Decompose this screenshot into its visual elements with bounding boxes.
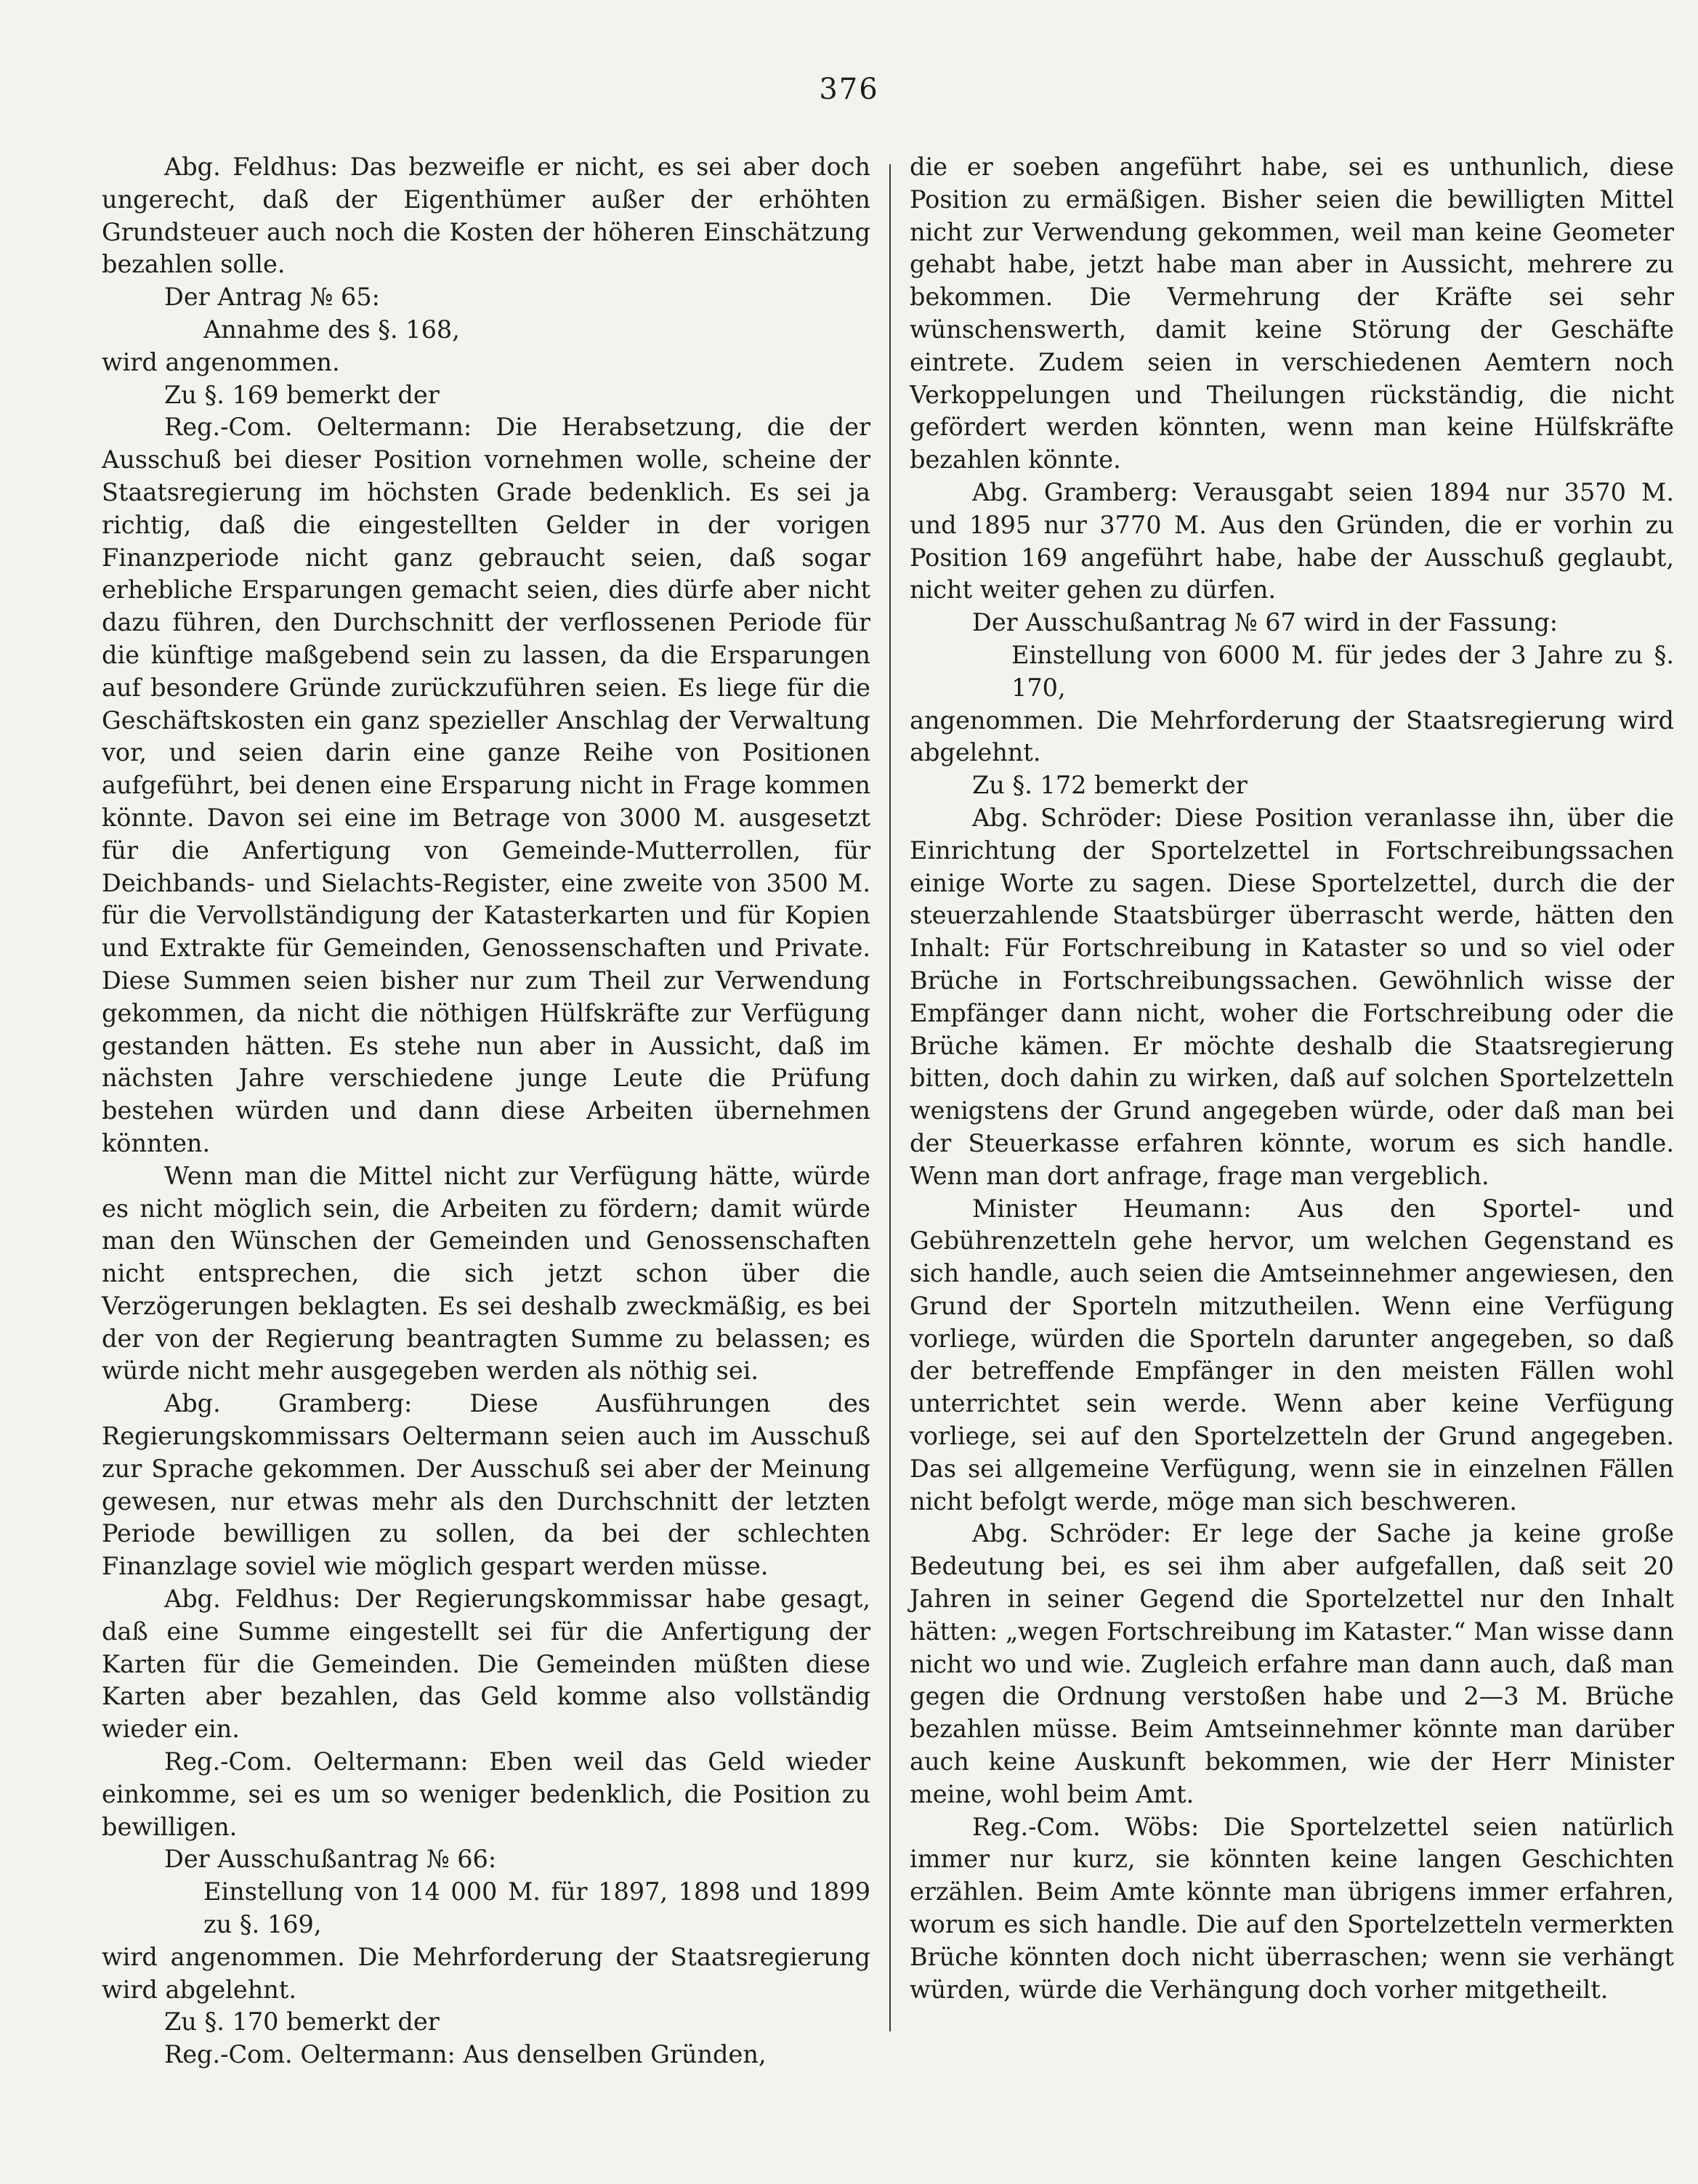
column-divider xyxy=(889,164,891,2031)
paragraph: Der Ausschußantrag № 67 wird in der Fassung: xyxy=(972,608,1558,637)
paragraph: Reg.-Com. Oeltermann: Eben weil das Geld wieder einkomme, sei es um so weniger bedenklich, die Position zu bewilligen. xyxy=(102,1747,870,1841)
paragraph: wird angenommen. Die Mehrforderung der Staatsregierung wird abgelehnt. xyxy=(102,1942,870,2004)
paragraph: Zu §. 169 bemerkt der xyxy=(164,380,440,409)
paragraph: Der Ausschußantrag № 66: xyxy=(164,1845,497,1874)
paragraph: Reg.-Com. Oeltermann: Die Herabsetzung, die der Ausschuß bei dieser Position vornehmen wolle, scheine der Staatsregierung im höchsten Grade bedenklich. Es sei ja richtig, daß die eingestellten Gelder in der vorigen Finanzperiode nicht ganz gebraucht seien, daß sogar erhebliche Ersparungen gemacht seien, dies dürfe aber nicht dazu führen, den Durchschnitt der verflossenen Periode für die künftige maßgebend sein zu lassen, da die Ersparungen auf besondere Gründe zurückzuführen seien. Es liege für die Geschäftskosten ein ganz spezieller Anschlag der Verwaltung vor, und seien darin eine ganze Reihe von Positionen aufgeführt, bei denen eine Ersparung nicht in Frage kommen könnte. Davon sei eine im Betrage von 3000 M. ausgesetzt für die Anfertigung von Gemeinde-Mutterrollen, für Deichbands- und Sielachts-Register, eine zweite von 3500 M. für die Vervollständigung der Katasterkarten und für Kopien und Extrakte für Gemeinden, Genossenschaften und Private. Diese Summen seien bisher nur zum Theil zur Verwendung gekommen, da nicht die nöthigen Hülfskräfte zur Verfügung gestanden hätten. Es stehe nun aber in Aussicht, daß im nächsten Jahre verschiedene junge Leute die Prüfung bestehen würden und dann diese Arbeiten übernehmen könnten. xyxy=(102,413,870,1157)
left-column xyxy=(102,151,870,2071)
paragraph: Abg. Schröder: Diese Position veranlasse ihn, über die Einrichtung der Sportelzettel in Fortschreibungssachen einige Worte zu sagen. Diese Sportelzettel, durch die der steuerzahlende Staatsbürger überrascht werde, hätten den Inhalt: Für Fortschreibung in Kataster so und so viel oder Brüche in Fortschreibungssachen. Gewöhnlich wisse der Empfänger dann nicht, woher die Fortschreibung oder die Brüche kämen. Er möchte deshalb die Staatsregierung bitten, doch dahin zu wirken, daß auf solchen Sportelzetteln wenigstens der Grund angegeben würde, oder daß man bei der Steuerkasse erfahren könnte, worum es sich handle. Wenn man dort anfrage, frage man vergeblich. xyxy=(910,803,1674,1190)
paragraph: Reg.-Com. Wöbs: Die Sportelzettel seien natürlich immer nur kurz, sie könnten keine langen Geschichten erzählen. Beim Amte könnte man übrigens immer erfahren, worum es sich handle. Die auf den Sportelzetteln vermerkten Brüche könnten doch nicht überraschen; wenn sie verhängt würden, würde die Verhängung doch vorher mitgetheilt. xyxy=(910,1812,1674,2004)
paragraph: Minister Heumann: Aus den Sportel- und Gebührenzetteln gehe hervor, um welchen Gegenstand es sich handle, auch seien die Amtseinnehmer angewiesen, den Grund der Sporteln mitzutheilen. Wenn eine Verfügung vorliege, würden die Sporteln darunter angegeben, so daß der betreffende Empfänger in den meisten Fällen wohl unterrichtet sein werde. Wenn aber keine Verfügung vorliege, sei auf den Sportelzetteln der Grund angegeben. Das sei allgemeine Verfügung, wenn sie in einzelnen Fällen nicht befolgt werde, möge man sich beschweren. xyxy=(910,1194,1674,1516)
paragraph: wird angenommen. xyxy=(102,347,340,376)
right-column xyxy=(910,151,1674,2006)
paragraph: Abg. Gramberg: Diese Ausführungen des Regierungskommissars Oeltermann seien auch im Ausschuß zur Sprache gekommen. Der Ausschuß sei aber der Meinung gewesen, nur etwas mehr als den Durchschnitt der letzten Periode bewilligen zu sollen, da bei der schlechten Finanzlage soviel wie möglich gespart werden müsse. xyxy=(102,1389,870,1581)
paragraph: Wenn man die Mittel nicht zur Verfügung hätte, würde es nicht möglich sein, die Arbeiten zu fördern; damit würde man den Wünschen der Gemeinden und Genossenschaften nicht entsprechen, die sich jetzt schon über die Verzögerungen beklagten. Es sei deshalb zweckmäßig, es bei der von der Regierung beantragten Summe zu belassen; es würde nicht mehr ausgegeben werden als nöthig sei. xyxy=(102,1161,870,1386)
paragraph: die er soeben angeführt habe, sei es unthunlich, diese Position zu ermäßigen. Bisher seien die bewilligten Mittel nicht zur Verwendung gekommen, weil man keine Geometer gehabt habe, jetzt habe man aber in Aussicht, mehrere zu bekommen. Die Vermehrung der Kräfte sei sehr wünschenswerth, damit keine Störung der Geschäfte eintrete. Zudem seien in verschiedenen Aemtern noch Verkoppelungen und Theilungen rückständig, die nicht gefördert werden könnten, wenn man keine Hülfskräfte bezahlen könnte. xyxy=(910,153,1674,474)
paragraph: Abg. Gramberg: Verausgabt seien 1894 nur 3570 M. und 1895 nur 3770 M. Aus den Gründen, die er vorhin zu Position 169 angeführt habe, habe der Ausschuß geglaubt, nicht weiter gehen zu dürfen. xyxy=(910,477,1674,604)
paragraph: Abg. Schröder: Er lege der Sache ja keine große Bedeutung bei, es sei ihm aber aufgefallen, daß seit 20 Jahren in seiner Gegend die Sportelzettel nur den Inhalt hätten: „wegen Fortschreibung im Kataster.“ Man wisse dann nicht wo und wie. Zugleich erfahre man dann auch, daß man gegen die Ordnung verstoßen habe und 2—3 M. Brüche bezahlen müsse. Beim Amtseinnehmer könnte man darüber auch keine Auskunft bekommen, wie der Herr Minister meine, wohl beim Amt. xyxy=(910,1519,1674,1808)
paragraph: Zu §. 172 bemerkt der xyxy=(972,771,1248,800)
paragraph: Annahme des §. 168, xyxy=(203,315,460,344)
paragraph: Abg. Feldhus: Der Regierungskommissar habe gesagt, daß eine Summe eingestellt sei für die Anfertigung der Karten für die Gemeinden. Die Gemeinden müßten diese Karten aber bezahlen, das Geld komme also vollständig wieder ein. xyxy=(102,1585,870,1744)
paragraph: Einstellung von 6000 M. für jedes der 3 Jahre zu §. 170, xyxy=(1011,640,1674,702)
paragraph: Abg. Feldhus: Das bezweifle er nicht, es sei aber doch ungerecht, daß der Eigenthümer außer der erhöhten Grundsteuer auch noch die Kosten der höheren Einschätzung bezahlen solle. xyxy=(102,153,870,279)
paragraph: angenommen. Die Mehrforderung der Staatsregierung wird abgelehnt. xyxy=(910,705,1674,767)
page-number: 376 xyxy=(819,73,879,106)
paragraph: Reg.-Com. Oeltermann: Aus denselben Gründen, xyxy=(164,2040,767,2069)
paragraph: Einstellung von 14 000 M. für 1897, 1898 und 1899 zu §. 169, xyxy=(203,1877,870,1939)
paragraph: Der Antrag № 65: xyxy=(164,283,380,312)
paragraph: Zu §. 170 bemerkt der xyxy=(164,2007,440,2037)
